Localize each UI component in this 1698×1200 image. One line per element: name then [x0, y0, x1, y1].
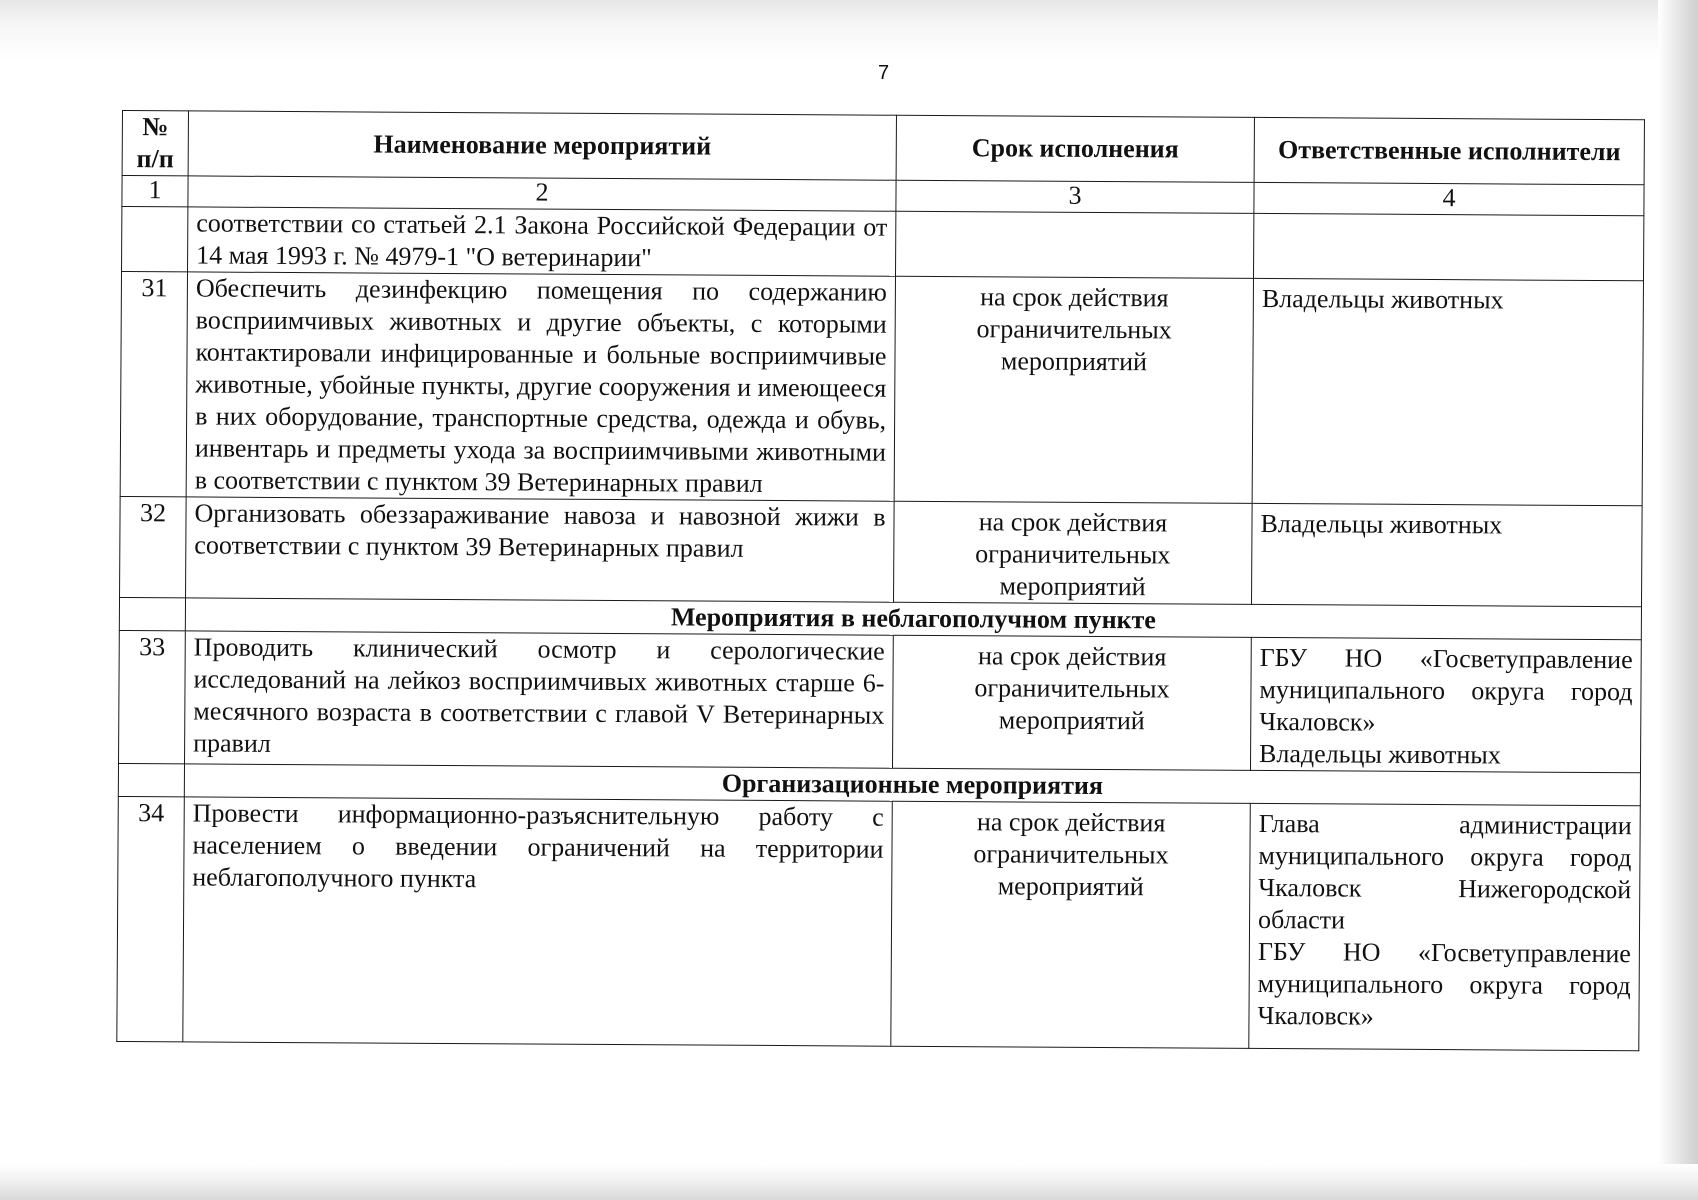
responsible-text: Владельцы животных: [1252, 278, 1643, 505]
deadline-text: на срок действия ограничительных мероприятий: [894, 501, 1253, 604]
row-number: 32: [120, 496, 187, 597]
deadline-text: на срок действия ограничительных мероприятий: [894, 276, 1253, 503]
deadline-text: на срок действия ограничительных мероприятий: [891, 801, 1250, 1048]
header-row: [122, 111, 1644, 185]
measure-text: Организовать обеззараживание навоза и навозной жижи в соответствии с пунктом 39 Ветеринарных правил: [186, 497, 895, 602]
responsible-text: Владельцы животных: [1259, 738, 1501, 770]
table-row: [117, 796, 1640, 1050]
column-index: 2: [188, 176, 896, 211]
header-number: № п/п: [122, 111, 188, 176]
responsible-text: Владельцы животных: [1252, 503, 1643, 606]
deadline-text: [895, 211, 1253, 278]
scan-shadow-top: [0, 0, 1698, 60]
table-row: [119, 630, 1642, 772]
responsible-text: [1253, 213, 1643, 280]
column-index: 3: [896, 180, 1254, 213]
scan-shadow-right: [1658, 0, 1698, 1200]
measure-text: Проводить клинический осмотр и серологические исследований на лейкоз восприимчивых животных старше 6-месячного возраста в соответствии с главой V Ветеринарных правил: [185, 631, 894, 768]
header-name: Наименование мероприятий: [188, 111, 896, 180]
responsible-cell: [1250, 637, 1641, 772]
responsible-text: ГБУ НО «Госветуправление муниципального округа город Чкаловск»: [1259, 642, 1633, 737]
table-row: [120, 496, 1643, 606]
column-index: 4: [1254, 182, 1644, 215]
measure-text: соответствии со статьей 2.1 Закона Российской Федерации от 14 мая 1993 г. № 4979-1 "О ветеринарии": [188, 207, 896, 276]
measure-text: Обеспечить дезинфекцию помещения по содержанию восприимчивых животных и другие объекты, с которыми контактировали инфицированные и больные восприимчивые животные, убойные пункты, другие сооружения и имеющееся в них оборудование, транспортные средства, одежда и обувь, инвентарь и предметы ухода за восприимчивыми животными в соответствии с пунктом 39 Ветеринарных правил: [186, 272, 895, 501]
responsible-text: ГБУ НО «Госветуправление муниципального округа город Чкаловск»: [1257, 936, 1631, 1031]
section-number-empty: [118, 763, 184, 796]
scan-shadow-bottom: [0, 1164, 1698, 1200]
section-number-empty: [119, 597, 185, 630]
row-number: [122, 207, 188, 272]
section-title: Мероприятия в неблагополучном пункте: [185, 598, 1641, 640]
measure-text: Провести информационно-разъяснительную работу с населением о введении ограничений на территории неблагополучного пункта: [183, 797, 892, 1046]
measures-table: [116, 110, 1645, 1051]
responsible-cell: [1249, 803, 1640, 1050]
column-index: 1: [122, 176, 188, 207]
section-title: Организационные мероприятия: [184, 764, 1640, 806]
row-number: 31: [120, 272, 187, 497]
responsible-text: Глава администрации муниципального округа город Чкаловск Нижегородской области: [1257, 808, 1632, 935]
header-term: Срок исполнения: [896, 115, 1254, 182]
page-number: 7: [878, 62, 890, 84]
row-number: 33: [119, 630, 186, 763]
table-row-continuation: [122, 207, 1644, 281]
table-row: [120, 272, 1643, 506]
header-responsible: Ответственные исполнители: [1254, 117, 1644, 184]
deadline-text: на срок действия ограничительных мероприятий: [892, 635, 1251, 770]
row-number: 34: [117, 796, 184, 1041]
